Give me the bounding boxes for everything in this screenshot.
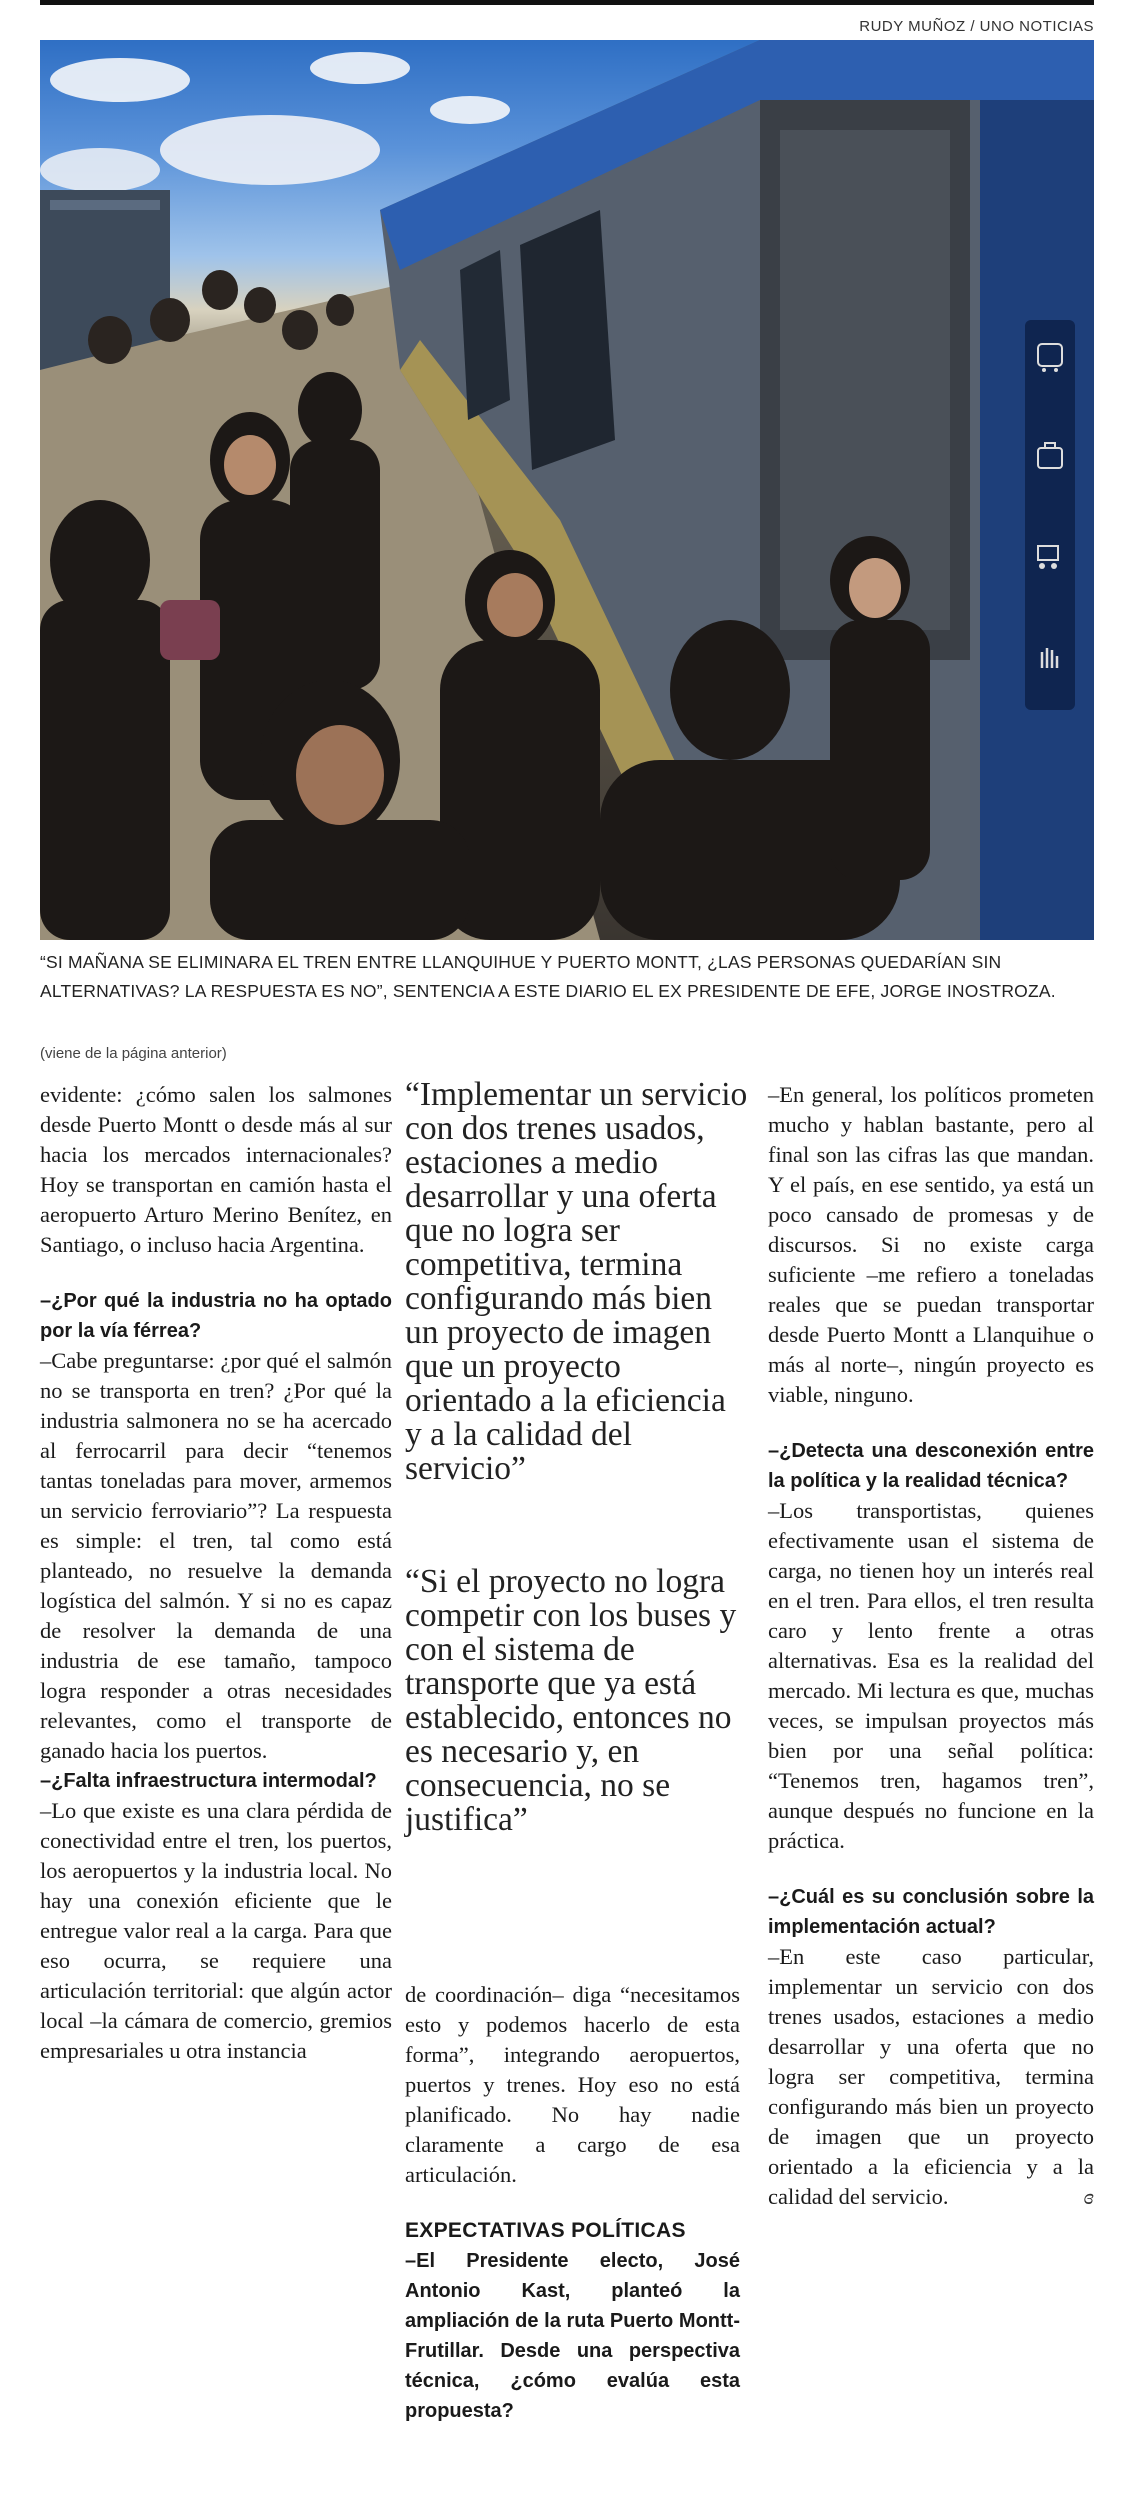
photo-caption: “SI MAÑANA SE ELIMINARA EL TREN ENTRE LLANQUIHUE Y PUERTO MONTT, ¿LAS PERSONAS QUEDARÍAN SIN ALTERNATIVAS? LA RESPUESTA ES NO”, SENTENCIA A ESTE DIARIO EL EX PRESIDENTE DE EFE, JORGE INOSTROZA. xyxy=(40,952,1056,1001)
col2-paragraph-1: de coordinación– diga “necesitamos esto y podemos hacerlo de esta forma”, integrando aeropuertos, puertos y trenes. Hoy eso no está planificado. No hay nadie claramente a cargo de esa articulación. xyxy=(405,1982,740,2187)
photo-credit: RUDY MUÑOZ / UNO NOTICIAS xyxy=(859,18,1094,35)
top-rule xyxy=(40,0,1094,5)
end-mark-icon: ɞ xyxy=(1083,2184,1094,2209)
pull-quote-2: “Si el proyecto no logra competir con los buses y con el sistema de transporte que ya está establecido, entonces no es necesario y, en consecuencia, no se justifica” xyxy=(405,1563,737,1838)
pull-quote-1: “Implementar un servicio con dos trenes usados, estaciones a medio desarrollar y una oferta que no logra ser competitiva, termina configurando más bien un proyecto de imagen que un proyecto orientado a la eficiencia y a la calidad del servicio” xyxy=(405,1076,748,1487)
col1-paragraph-1: evidente: ¿cómo salen los salmones desde Puerto Montt o desde más al sur hacia los mercados internacionales? Hoy se transportan en camión hasta el aeropuerto Arturo Merino Benítez, en Santiago, o incluso hacia Argentina. xyxy=(40,1082,392,1257)
col3-paragraph-2: –Los transportistas, quienes efectivamente usan el sistema de carga, no tienen hoy un interés real en el tren. Para ellos, el tren resulta caro y lento frente a otras alternativas. Esa es la realidad del mercado. Mi lectura es que, muchas veces, se impulsan proyectos más bien por una señal política: “Tenemos tren, hagamos tren”, aunque después no funcione en la práctica. xyxy=(768,1498,1094,1853)
col3-paragraph-3 xyxy=(768,1942,1094,2212)
col1-paragraph-3: –Lo que existe es una clara pérdida de conectividad entre el tren, los puertos, los aeropuertos y la industria local. No hay una conexión eficiente que le entregue valor real a la carga. Para que eso ocurra, se requiere una articulación territorial: que algún actor local –la cámara de comercio, gremios empresariales u otra instancia xyxy=(40,1798,392,2063)
article-photo xyxy=(40,40,1094,940)
col3-paragraph-3-text: –En este caso particular, implementar un servicio con dos trenes usados, estaciones a medio desarrollar y una oferta que no logra ser competitiva, termina configurando más bien un proyecto de imagen que un proyecto orientado a la eficiencia y a la calidad del servicio. xyxy=(768,1944,1094,2209)
col1-paragraph-2: –Cabe preguntarse: ¿por qué el salmón no se transporta en tren? ¿Por qué la industria salmonera no se ha acercado al ferrocarril para decir “tenemos tantas toneladas para mover, armemos un servicio ferroviario”? La respuesta es simple: el tren, tal como está planteado, no resuelve la demanda logística del salmón. Y si no es capaz de resolver la demanda de una industria de ese tamaño, tampoco logra responder a otras necesidades relevantes, como el transporte de ganado hacia los puertos. xyxy=(40,1348,392,1763)
col3-question-1: –¿Detecta una desconexión entre la política y la realidad técnica? xyxy=(768,1440,1094,1492)
col1-question-2: –¿Falta infraestructura intermodal? xyxy=(40,1770,377,1792)
col3-paragraph-1: –En general, los políticos prometen mucho y hablan bastante, pero al final son las cifras las que mandan. Y el país, en ese sentido, ya está un poco cansado de promesas y de discursos. Si no existe carga suficiente –me refiero a toneladas reales que se puedan transportar desde Puerto Montt a Llanquihue o más al norte–, ningún proyecto es viable, ninguno. xyxy=(768,1082,1094,1407)
train-platform-illustration xyxy=(40,40,1094,940)
col3-question-2: –¿Cuál es su conclusión sobre la implementación actual? xyxy=(768,1886,1094,1938)
column-3 xyxy=(768,1080,1094,2212)
continuation-note: (viene de la página anterior) xyxy=(40,1045,227,1062)
col2-question-1: –El Presidente electo, José Antonio Kast, planteó la ampliación de la ruta Puerto Montt-Frutillar. Desde una perspectiva técnica, ¿cómo evalúa esta propuesta? xyxy=(405,2250,740,2422)
section-subhead: EXPECTATIVAS POLÍTICAS xyxy=(405,2219,686,2242)
column-1 xyxy=(40,1080,392,2066)
col1-question-1: –¿Por qué la industria no ha optado por la vía férrea? xyxy=(40,1290,392,1342)
column-2 xyxy=(405,1980,740,2426)
